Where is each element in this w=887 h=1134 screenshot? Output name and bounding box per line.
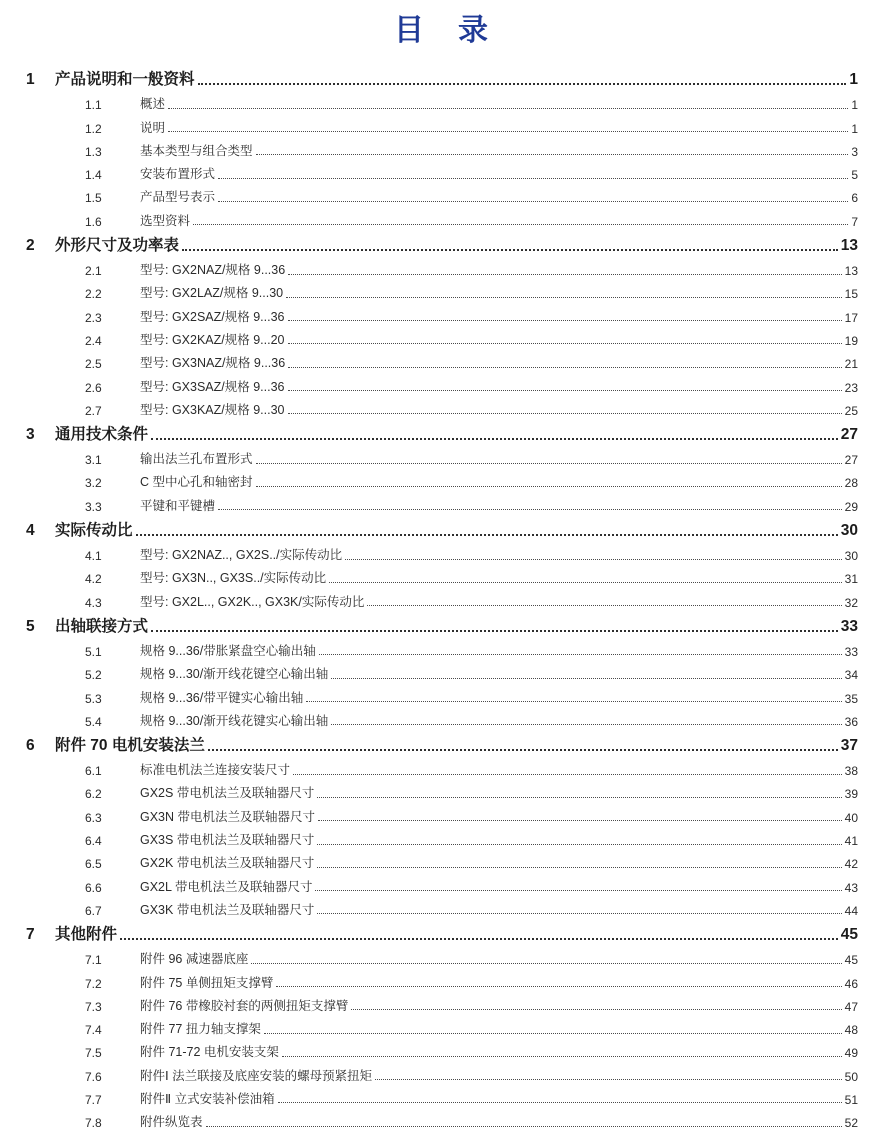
toc-item-row[interactable] bbox=[26, 182, 858, 205]
page-number: 42 bbox=[844, 857, 858, 872]
item-title: GX2K 带电机法兰及联轴器尺寸 bbox=[140, 856, 315, 871]
toc-item-row[interactable] bbox=[26, 1060, 858, 1083]
page-number: 31 bbox=[844, 572, 858, 587]
toc-item-row[interactable] bbox=[26, 205, 858, 228]
item-number: 7.7 bbox=[85, 1092, 102, 1107]
item-number: 1.6 bbox=[85, 214, 102, 229]
page-number: 27 bbox=[840, 425, 858, 443]
item-title: 规格 9...36/带胀紧盘空心输出轴 bbox=[140, 643, 316, 658]
page-number: 13 bbox=[844, 264, 858, 279]
toc-item-row[interactable] bbox=[26, 1107, 858, 1130]
dot-leader bbox=[120, 938, 838, 940]
dot-leader bbox=[345, 559, 842, 560]
item-number: 6.3 bbox=[85, 810, 102, 825]
item-number: 2.6 bbox=[85, 380, 102, 395]
toc-item-row[interactable] bbox=[26, 991, 858, 1014]
item-number: 3.3 bbox=[85, 499, 102, 514]
page-number: 15 bbox=[844, 287, 858, 302]
dot-leader bbox=[293, 774, 842, 775]
dot-leader bbox=[317, 797, 841, 798]
dot-leader bbox=[182, 249, 838, 251]
dot-leader bbox=[331, 724, 841, 725]
toc-item-row[interactable] bbox=[26, 136, 858, 159]
toc-section-row[interactable] bbox=[26, 514, 858, 540]
item-title: 输出法兰孔布置形式 bbox=[140, 452, 253, 467]
item-number: 4.2 bbox=[85, 572, 102, 587]
page-number: 25 bbox=[844, 403, 858, 418]
dot-leader bbox=[286, 297, 842, 298]
dot-leader bbox=[329, 582, 841, 583]
item-number: 5.4 bbox=[85, 714, 102, 729]
item-title: 规格 9...36/带平键实心输出轴 bbox=[140, 690, 304, 705]
page-number: 51 bbox=[844, 1092, 858, 1107]
item-title: 附件 96 减速器底座 bbox=[140, 952, 249, 967]
page-number: 45 bbox=[844, 953, 858, 968]
item-title: GX3K 带电机法兰及联轴器尺寸 bbox=[140, 902, 315, 917]
page-number: 34 bbox=[844, 668, 858, 683]
dot-leader bbox=[264, 1033, 842, 1034]
page-number: 52 bbox=[844, 1116, 858, 1131]
toc-item-row[interactable] bbox=[26, 325, 858, 348]
item-number: 5.2 bbox=[85, 668, 102, 683]
item-number: 2.1 bbox=[85, 264, 102, 279]
item-number: 7.4 bbox=[85, 1023, 102, 1038]
dot-leader bbox=[288, 343, 842, 344]
item-number: 2.4 bbox=[85, 333, 102, 348]
item-title: GX2L 带电机法兰及联轴器尺寸 bbox=[140, 879, 313, 894]
toc-item-row[interactable] bbox=[26, 540, 858, 563]
item-title: 基本类型与组合类型 bbox=[140, 143, 253, 158]
item-title: 规格 9...30/渐开线花键实心输出轴 bbox=[140, 713, 329, 728]
page-number: 37 bbox=[840, 736, 858, 754]
section-number: 7 bbox=[26, 925, 35, 943]
item-title: 型号: GX3KAZ/规格 9...30 bbox=[140, 402, 285, 417]
page-number: 21 bbox=[844, 357, 858, 372]
page-number: 36 bbox=[844, 714, 858, 729]
dot-leader bbox=[375, 1079, 841, 1080]
dot-leader bbox=[151, 630, 838, 632]
toc-item-row[interactable] bbox=[26, 278, 858, 301]
page-number: 1 bbox=[851, 121, 858, 136]
page-number: 33 bbox=[840, 617, 858, 635]
page-number: 32 bbox=[844, 595, 858, 610]
item-number: 1.3 bbox=[85, 144, 102, 159]
toc-item-row[interactable] bbox=[26, 467, 858, 490]
item-title: 型号: GX2SAZ/规格 9...36 bbox=[140, 309, 285, 324]
dot-leader bbox=[282, 1056, 842, 1057]
page-title: 目 录 bbox=[394, 14, 490, 47]
dot-leader bbox=[367, 605, 841, 606]
toc-section-row[interactable] bbox=[26, 63, 858, 89]
dot-leader bbox=[317, 913, 841, 914]
item-number: 2.2 bbox=[85, 287, 102, 302]
dot-leader bbox=[251, 963, 841, 964]
toc-item-row[interactable] bbox=[26, 89, 858, 112]
item-number: 6.7 bbox=[85, 903, 102, 918]
item-number: 2.5 bbox=[85, 357, 102, 372]
dot-leader bbox=[256, 154, 849, 155]
page-number: 47 bbox=[844, 999, 858, 1014]
dot-leader bbox=[208, 749, 838, 751]
dot-leader bbox=[331, 678, 841, 679]
page-number: 46 bbox=[844, 976, 858, 991]
toc-item-row[interactable] bbox=[26, 1084, 858, 1107]
section-number: 3 bbox=[26, 425, 35, 443]
item-number: 2.3 bbox=[85, 310, 102, 325]
section-number: 1 bbox=[26, 71, 35, 88]
toc-item-row[interactable] bbox=[26, 112, 858, 135]
item-title: 型号: GX3N.., GX3S../实际传动比 bbox=[140, 571, 327, 586]
toc-item-row[interactable] bbox=[26, 801, 858, 824]
dot-leader bbox=[278, 1102, 842, 1103]
dot-leader bbox=[351, 1009, 841, 1010]
item-title: GX3S 带电机法兰及联轴器尺寸 bbox=[140, 833, 315, 848]
toc-item-row[interactable] bbox=[26, 871, 858, 894]
page-number: 33 bbox=[844, 644, 858, 659]
item-title: GX2S 带电机法兰及联轴器尺寸 bbox=[140, 786, 315, 801]
item-number: 5.1 bbox=[85, 644, 102, 659]
dot-leader bbox=[198, 83, 847, 85]
dot-leader bbox=[193, 224, 848, 225]
dot-leader bbox=[317, 844, 841, 845]
page-number: 28 bbox=[844, 476, 858, 491]
item-number: 6.1 bbox=[85, 764, 102, 779]
item-number: 1.5 bbox=[85, 191, 102, 206]
toc-item-row[interactable] bbox=[26, 636, 858, 659]
page-number: 6 bbox=[851, 191, 858, 206]
page-number: 40 bbox=[844, 810, 858, 825]
dot-leader bbox=[256, 486, 842, 487]
dot-leader bbox=[317, 867, 841, 868]
item-number: 4.1 bbox=[85, 549, 102, 564]
toc-item-row[interactable] bbox=[26, 944, 858, 967]
item-title: 型号: GX2L.., GX2K.., GX3K/实际传动比 bbox=[140, 594, 365, 609]
item-number: 7.2 bbox=[85, 976, 102, 991]
dot-leader bbox=[306, 701, 841, 702]
page-number: 49 bbox=[844, 1046, 858, 1061]
page-number: 17 bbox=[844, 310, 858, 325]
page-number: 45 bbox=[840, 925, 858, 943]
toc-item-row[interactable] bbox=[26, 682, 858, 705]
item-title: 规格 9...30/渐开线花键空心输出轴 bbox=[140, 667, 329, 682]
item-title: 附件纵览表 bbox=[140, 1115, 203, 1130]
item-title: GX3N 带电机法兰及联轴器尺寸 bbox=[140, 809, 316, 824]
toc-item-row[interactable] bbox=[26, 706, 858, 729]
toc-item-row[interactable] bbox=[26, 444, 858, 467]
section-title: 其他附件 bbox=[55, 925, 118, 943]
item-number: 6.4 bbox=[85, 834, 102, 849]
page-number: 30 bbox=[840, 521, 858, 539]
toc-item-row[interactable] bbox=[26, 659, 858, 682]
item-title: 产品型号表示 bbox=[140, 190, 216, 205]
toc-item-row[interactable] bbox=[26, 848, 858, 871]
toc-item-row[interactable] bbox=[26, 778, 858, 801]
section-number: 6 bbox=[26, 736, 35, 754]
toc-item-row[interactable] bbox=[26, 755, 858, 778]
item-number: 7.3 bbox=[85, 999, 102, 1014]
toc-item-row[interactable] bbox=[26, 371, 858, 394]
page-number: 3 bbox=[851, 144, 858, 159]
page-number: 39 bbox=[844, 787, 858, 802]
section-number: 2 bbox=[26, 236, 35, 254]
page-number: 1 bbox=[849, 71, 858, 88]
item-number: 4.3 bbox=[85, 595, 102, 610]
toc-section-row[interactable] bbox=[26, 729, 858, 755]
toc-item-row[interactable] bbox=[26, 825, 858, 848]
toc-section-row[interactable] bbox=[26, 229, 858, 255]
dot-leader bbox=[206, 1126, 842, 1127]
toc-item-row[interactable] bbox=[26, 348, 858, 371]
dot-leader bbox=[168, 108, 848, 109]
item-number: 3.2 bbox=[85, 476, 102, 491]
item-title: 说明 bbox=[140, 120, 166, 135]
page-number: 29 bbox=[844, 499, 858, 514]
dot-leader bbox=[168, 131, 848, 132]
item-number: 1.1 bbox=[85, 98, 102, 113]
toc-item-row[interactable] bbox=[26, 490, 858, 513]
dot-leader bbox=[288, 413, 842, 414]
section-title: 实际传动比 bbox=[55, 521, 133, 539]
dot-leader bbox=[136, 534, 838, 536]
item-number: 6.6 bbox=[85, 880, 102, 895]
section-number: 5 bbox=[26, 617, 35, 635]
toc-item-row[interactable] bbox=[26, 563, 858, 586]
dot-leader bbox=[288, 320, 842, 321]
page-number: 38 bbox=[844, 764, 858, 779]
item-number: 6.2 bbox=[85, 787, 102, 802]
item-title: 安装布置形式 bbox=[140, 167, 216, 182]
toc-list bbox=[26, 63, 858, 1130]
item-number: 5.3 bbox=[85, 691, 102, 706]
page-number: 1 bbox=[851, 98, 858, 113]
toc-section-row[interactable] bbox=[26, 918, 858, 944]
dot-leader bbox=[319, 654, 842, 655]
item-title: 附件 77 扭力轴支撑架 bbox=[140, 1022, 261, 1037]
toc-item-row[interactable] bbox=[26, 395, 858, 418]
toc-section-row[interactable] bbox=[26, 610, 858, 636]
page-number: 27 bbox=[844, 453, 858, 468]
section-title: 附件 70 电机安装法兰 bbox=[55, 736, 205, 754]
page-number: 43 bbox=[844, 880, 858, 895]
page-number: 48 bbox=[844, 1023, 858, 1038]
item-title: 型号: GX3NAZ/规格 9...36 bbox=[140, 356, 286, 371]
item-number: 6.5 bbox=[85, 857, 102, 872]
toc-item-row[interactable] bbox=[26, 1014, 858, 1037]
item-number: 1.4 bbox=[85, 168, 102, 183]
page-number: 41 bbox=[844, 834, 858, 849]
dot-leader bbox=[288, 367, 841, 368]
item-title: 附件 76 带橡胶衬套的两侧扭矩支撑臂 bbox=[140, 998, 349, 1013]
toc-item-row[interactable] bbox=[26, 255, 858, 278]
item-title: 型号: GX2NAZ.., GX2S../实际传动比 bbox=[140, 548, 343, 563]
item-title: 附件 71-72 电机安装支架 bbox=[140, 1045, 279, 1060]
page-number: 5 bbox=[851, 168, 858, 183]
item-number: 7.8 bbox=[85, 1116, 102, 1131]
page-number: 13 bbox=[840, 236, 858, 254]
section-title: 产品说明和一般资料 bbox=[55, 71, 195, 88]
item-title: 附件Ⅰ 法兰联接及底座安装的螺母预紧扭矩 bbox=[140, 1068, 373, 1083]
page-number: 50 bbox=[844, 1069, 858, 1084]
page-number: 7 bbox=[851, 214, 858, 229]
item-title: 型号: GX3SAZ/规格 9...36 bbox=[140, 379, 285, 394]
toc-item-row[interactable] bbox=[26, 159, 858, 182]
dot-leader bbox=[256, 463, 842, 464]
dot-leader bbox=[218, 509, 842, 510]
item-title: 平键和平键槽 bbox=[140, 498, 216, 513]
dot-leader bbox=[218, 201, 848, 202]
page-number: 30 bbox=[844, 549, 858, 564]
item-number: 7.5 bbox=[85, 1046, 102, 1061]
item-number: 3.1 bbox=[85, 453, 102, 468]
dot-leader bbox=[288, 274, 841, 275]
item-title: C 型中心孔和轴密封 bbox=[140, 475, 253, 490]
item-title: 附件 75 单侧扭矩支撑臂 bbox=[140, 975, 274, 990]
toc-item-row[interactable] bbox=[26, 895, 858, 918]
dot-leader bbox=[318, 820, 842, 821]
item-title: 标准电机法兰连接安装尺寸 bbox=[140, 763, 291, 778]
dot-leader bbox=[276, 986, 841, 987]
dot-leader bbox=[315, 890, 841, 891]
item-title: 型号: GX2KAZ/规格 9...20 bbox=[140, 332, 285, 347]
section-title: 外形尺寸及功率表 bbox=[55, 236, 180, 254]
toc-item-row[interactable] bbox=[26, 1037, 858, 1060]
item-title: 型号: GX2LAZ/规格 9...30 bbox=[140, 286, 284, 301]
page-number: 44 bbox=[844, 903, 858, 918]
dot-leader bbox=[288, 390, 842, 391]
item-number: 1.2 bbox=[85, 121, 102, 136]
item-title: 型号: GX2NAZ/规格 9...36 bbox=[140, 263, 286, 278]
page-number: 35 bbox=[844, 691, 858, 706]
section-title: 出轴联接方式 bbox=[55, 617, 149, 635]
toc-section-row[interactable] bbox=[26, 418, 858, 444]
page-number: 23 bbox=[844, 380, 858, 395]
item-number: 7.6 bbox=[85, 1069, 102, 1084]
section-number: 4 bbox=[26, 521, 35, 539]
toc-item-row[interactable] bbox=[26, 301, 858, 324]
item-title: 概述 bbox=[140, 97, 166, 112]
toc-item-row[interactable] bbox=[26, 967, 858, 990]
page-number: 19 bbox=[844, 333, 858, 348]
item-number: 7.1 bbox=[85, 953, 102, 968]
dot-leader bbox=[151, 438, 838, 440]
item-title: 附件Ⅱ 立式安装补偿油箱 bbox=[140, 1091, 275, 1106]
section-title: 通用技术条件 bbox=[55, 425, 149, 443]
toc-item-row[interactable] bbox=[26, 586, 858, 609]
item-number: 2.7 bbox=[85, 403, 102, 418]
item-title: 选型资料 bbox=[140, 213, 191, 228]
dot-leader bbox=[218, 178, 848, 179]
